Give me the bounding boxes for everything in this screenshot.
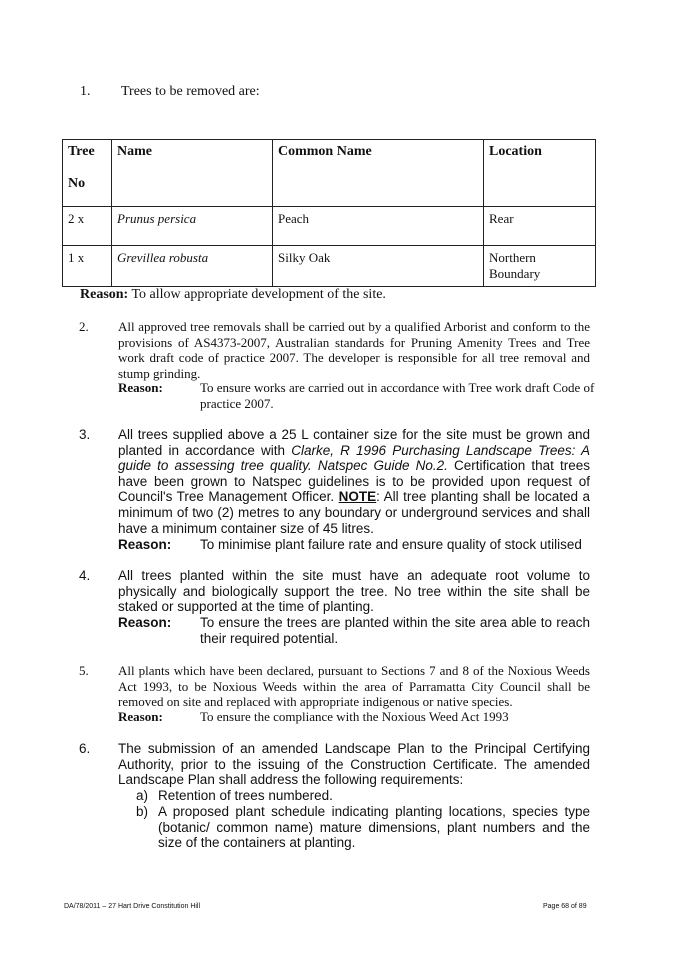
item-3-text-a: All trees supplied above a 25 L container size for the site must be grown and planted in accordance with (118, 427, 590, 458)
item-3-citation: Clarke, R 1996 Purchasing Landscape Trees: A guide to assessing tree quality. Natspec Guide No.2. (118, 442, 590, 474)
item-6-sub-a-marker: a) (136, 788, 149, 803)
item-5-number: 5. (79, 663, 89, 678)
item-2-reason-text: To ensure works are carried out in accordance with Tree work draft Code of practice 2007. (200, 380, 595, 411)
cell-location-line1: Northern (489, 250, 536, 265)
item-6-number: 6. (79, 741, 91, 756)
cell-name: Prunus persica (112, 207, 273, 246)
item-5-text: All plants which have been declared, pursuant to Sections 7 and 8 of the Noxious Weeds Act 1993, to be Noxious Weeds within the area of Parramatta City Council shall be removed on site and replaced with appropriate indigenous or native species. (118, 663, 590, 709)
item-4-text: All trees planted within the site must have an adequate root volume to physically and biologically support the tree. No tree within the site shall be staked or supported at the time of planting. (118, 568, 590, 615)
item-3-note-label: NOTE (338, 489, 377, 505)
table-row (63, 246, 596, 287)
item-4-reason-text: To ensure the trees are planted within the site area able to reach their required potential. (200, 615, 590, 646)
item-3-text (118, 427, 590, 536)
item-4-reason-label: Reason: (118, 615, 172, 630)
item-6-sub-b-marker: b) (136, 804, 149, 819)
cell-location (484, 246, 596, 287)
trees-table (62, 139, 596, 287)
item-5-reason-label: Reason: (118, 709, 163, 724)
item-4-number: 4. (79, 568, 91, 583)
reason-1-text: To allow appropriate development of the site. (131, 287, 386, 302)
footer-document-ref: DA/78/2011 – 27 Hart Drive Constitution Hill (64, 903, 201, 910)
header-name: Name (112, 140, 273, 207)
header-common-name: Common Name (273, 140, 484, 207)
item-2-text: All approved tree removals shall be carried out by a qualified Arborist and conform to the provisions of AS4373-2007, Australian standards for Pruning Amenity Trees and Tree work draft code of practice 2007. The developer is responsible for all tree removal and stump grinding. (118, 319, 590, 381)
item-3-reason-label: Reason: (118, 537, 172, 552)
item-6-sub-a-text: Retention of trees numbered. (158, 788, 333, 803)
footer-page-number: Page 68 of 89 (543, 903, 587, 910)
table-header-row (63, 140, 596, 207)
item-5-reason-text: To ensure the compliance with the Noxious Weed Act 1993 (200, 709, 509, 724)
item-2-reason-label: Reason: (118, 380, 163, 395)
cell-tree-no: 1 x (63, 246, 112, 287)
cell-location-line2: Boundary (489, 266, 541, 281)
header-tree-line1: Tree (68, 144, 95, 159)
item-3-text-c: : All tree planting shall be located a minimum of two (2) metres to any boundary or underground services and shall have a minimum container size of 45 litres. (118, 489, 590, 536)
cell-common-name: Silky Oak (273, 246, 484, 287)
header-location: Location (484, 140, 596, 207)
cell-name: Grevillea robusta (112, 246, 273, 287)
header-tree-no (63, 140, 112, 207)
cell-location: Rear (484, 207, 596, 246)
cell-common-name: Peach (273, 207, 484, 246)
reason-1-label: Reason: (80, 287, 129, 302)
item-3-reason-text: To minimise plant failure rate and ensure quality of stock utilised (200, 537, 582, 552)
table-row (63, 207, 596, 246)
item-1-number: 1. (80, 84, 91, 99)
item-1-text: Trees to be removed are: (121, 84, 260, 99)
cell-tree-no: 2 x (63, 207, 112, 246)
item-3-text-b: Certification that trees have been grown to Natspec guidelines is to be provided upon request of Council's Tree Management Officer. (118, 458, 591, 505)
item-2-number: 2. (79, 319, 89, 334)
header-tree-line2: No (68, 176, 86, 191)
item-6-text: The submission of an amended Landscape Plan to the Principal Certifying Authority, prior to the issuing of the Construction Certificate. The amended Landscape Plan shall address the following requirements: (118, 741, 590, 788)
item-6-sub-b-text: A proposed plant schedule indicating planting locations, species type (botanic/ common name) mature dimensions, plant numbers and the size of the containers at planting. (158, 804, 590, 851)
item-3-number: 3. (79, 427, 91, 442)
reason-1 (80, 287, 386, 303)
